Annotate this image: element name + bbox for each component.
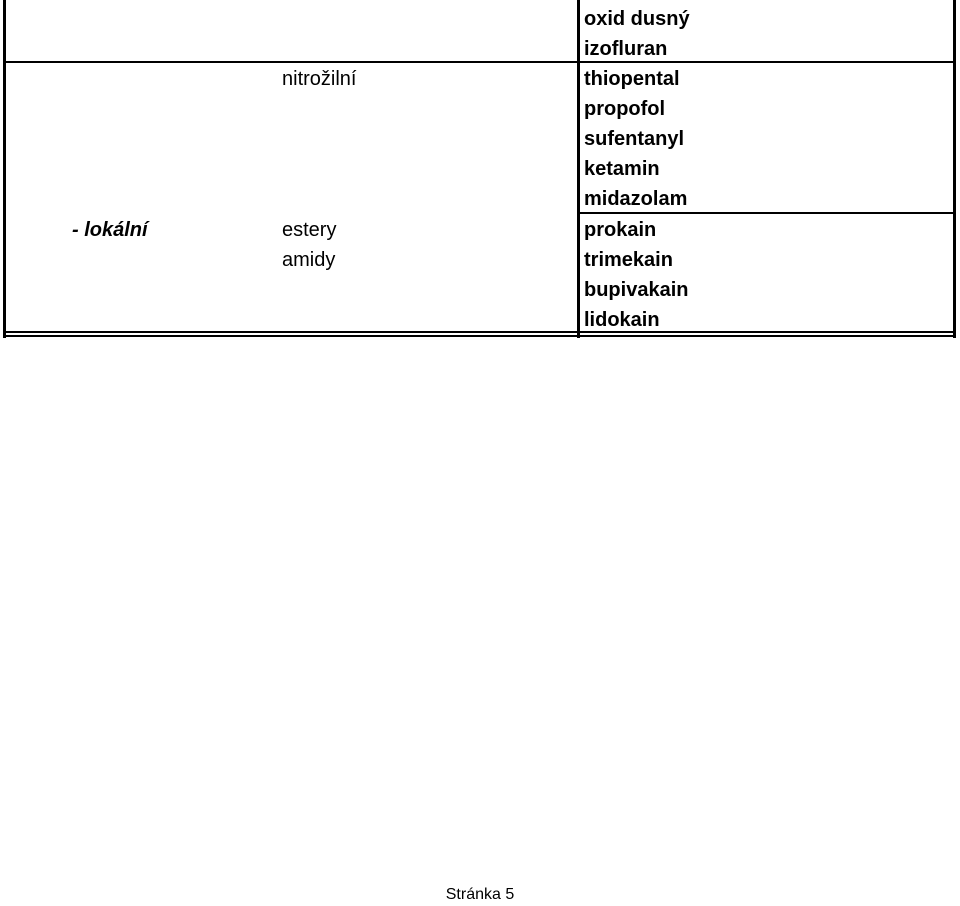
drug-cell: sufentanyl [584,128,685,150]
drug-cell: ketamin [584,158,660,180]
column-divider [577,0,580,338]
subcategory-cell: estery [282,219,337,241]
drug-cell: thiopental [584,68,680,90]
drug-cell: trimekain [584,249,673,271]
drug-cell: lidokain [584,309,660,331]
bottom-border [3,331,956,333]
drug-cell: prokain [584,219,657,241]
left-border [3,0,6,338]
drug-cell: oxid dusný [584,8,690,30]
page-footer [0,884,960,906]
drug-cell: propofol [584,98,666,120]
page-number-label: Stránka 5 [445,886,515,903]
top-divider [3,61,956,63]
bottom-border-double [3,335,956,337]
category-cell: - lokální [72,219,148,241]
drug-cell: midazolam [584,188,688,210]
right-border [953,0,956,338]
subcategory-cell: amidy [282,249,336,271]
drug-cell: izofluran [584,38,668,60]
subcategory-cell: nitrožilní [282,68,357,90]
drug-cell: bupivakain [584,279,689,301]
spreadsheet-table [0,0,960,340]
